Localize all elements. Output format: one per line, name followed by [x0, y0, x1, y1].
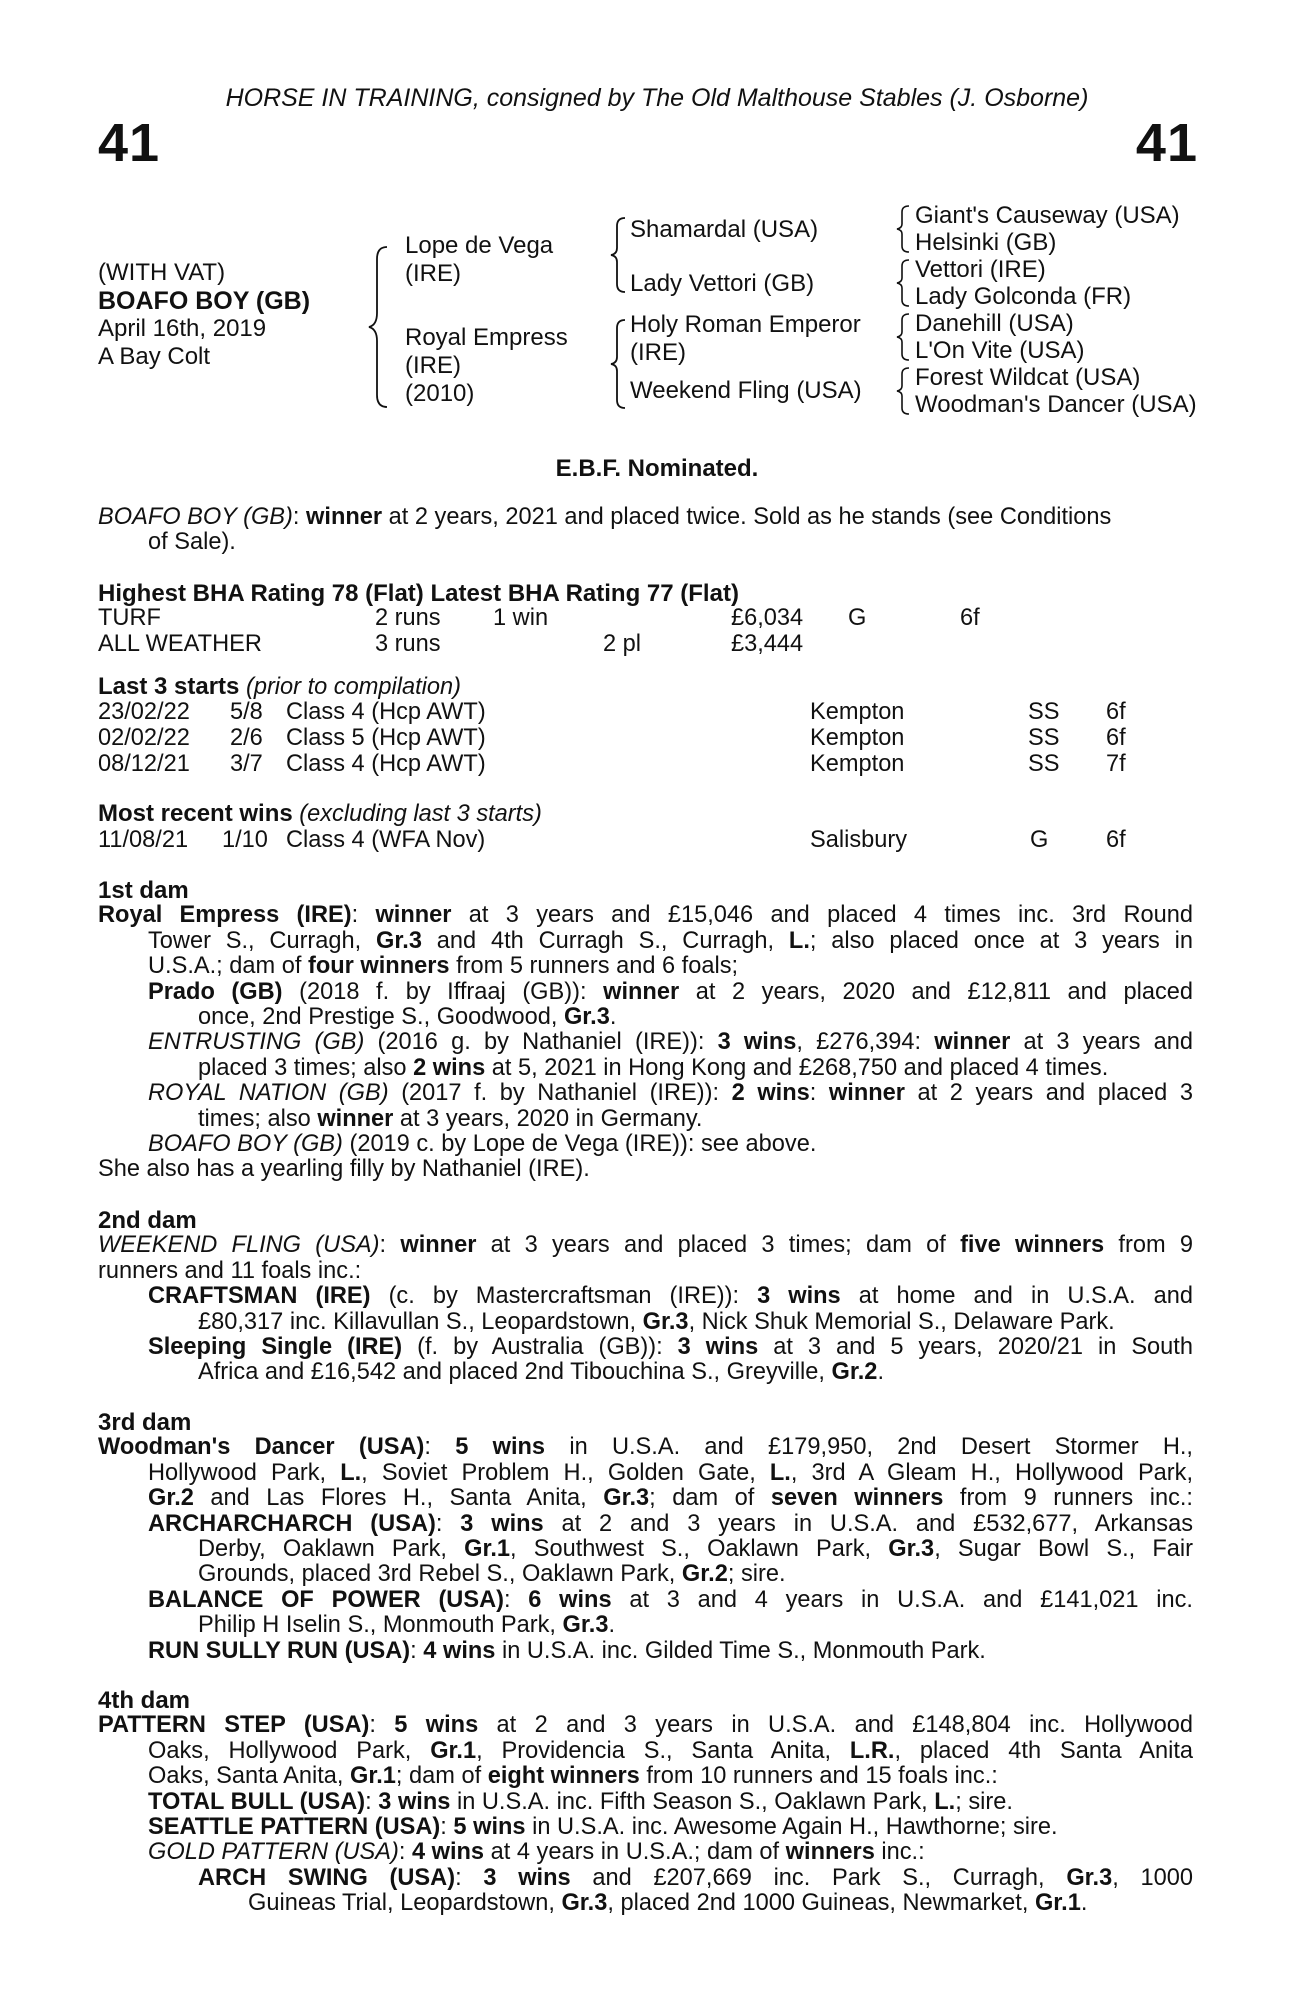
text: , Providencia S., Santa Anita, — [476, 1737, 850, 1764]
text: Philip H Iselin S., Monmouth Park, — [198, 1612, 563, 1639]
turf-runs: 2 runs — [375, 605, 441, 631]
text: , placed 4th Santa Anita — [894, 1737, 1193, 1764]
table-cell: 2/6 — [230, 725, 263, 751]
pedigree-sire-dam: Lady Vettori (GB) — [630, 270, 815, 297]
progeny-name: BOAFO BOY (GB) — [148, 1131, 343, 1158]
text: seven winners — [770, 1485, 944, 1512]
dam1-name: Royal Empress (IRE) — [98, 902, 352, 929]
text: four winners — [307, 953, 450, 980]
text: from 5 runners and 6 foals; — [449, 953, 739, 980]
recent-wins-title: Most recent wins — [98, 800, 293, 827]
text: Africa and £16,542 and placed 2nd Tibouchina S., Greyville, — [198, 1359, 832, 1386]
pedigree-sds: Vettori (IRE) — [915, 256, 1046, 283]
last-starts-title: Last 3 starts — [98, 673, 240, 700]
ebf-nominated: E.B.F. Nominated. — [555, 455, 759, 482]
pedigree-brace-sire — [607, 216, 631, 294]
page-header-title: HORSE IN TRAINING, consigned by The Old Malthouse Stables (J. Osborne) — [225, 84, 1089, 112]
text: and Las Flores H., Santa Anita, — [193, 1485, 604, 1512]
text: at 2 years, 2020 and £12,811 and placed — [679, 978, 1194, 1005]
pedigree-brace-ss — [893, 204, 915, 254]
text: placed 3 times; also — [198, 1054, 414, 1081]
text: Tower S., Curragh, — [148, 927, 377, 954]
dam-country: (IRE) — [405, 352, 461, 379]
text: 2 wins — [413, 1054, 486, 1081]
pedigree-dam-dam: Weekend Fling (USA) — [630, 377, 862, 404]
text: U.S.A.; dam of — [148, 953, 308, 980]
progeny-name: SEATTLE PATTERN (USA) — [148, 1814, 441, 1841]
text: Gr.2 — [148, 1485, 194, 1512]
text: , Sugar Bowl S., Fair — [934, 1536, 1193, 1563]
progeny-name: ROYAL NATION (GB) — [148, 1080, 389, 1107]
aw-prize: £3,444 — [731, 631, 804, 657]
pedigree-sss: Giant's Causeway (USA) — [915, 202, 1180, 229]
text: , placed 2nd 1000 Guineas, Newmarket, — [607, 1890, 1035, 1917]
table-cell: Kempton — [810, 725, 905, 751]
text: L.R. — [849, 1737, 895, 1764]
text: Gr.3 — [561, 1890, 608, 1917]
text: Gr.2 — [681, 1561, 728, 1588]
text: , Soviet Problem H., Golden Gate, — [361, 1459, 770, 1486]
text: in U.S.A. and £179,950, 2nd Desert Stormer H., — [545, 1434, 1193, 1461]
summary-horse-name: BOAFO BOY (GB) — [98, 504, 293, 530]
text: £80,317 inc. Killavullan S., Leopardstown, — [198, 1308, 643, 1335]
pedigree-ddd: Woodman's Dancer (USA) — [915, 391, 1197, 418]
table-cell: 5/8 — [230, 699, 263, 725]
text: L. — [769, 1459, 791, 1486]
text: . — [609, 1004, 617, 1031]
text: 3 wins — [460, 1510, 544, 1537]
pedigree-dss: Danehill (USA) — [915, 310, 1074, 337]
pedigree-sdd: Lady Golconda (FR) — [915, 283, 1132, 310]
text: at 2 and 3 years in U.S.A. and £532,677, Arkansas — [543, 1510, 1193, 1537]
pedigree-dam — [405, 324, 568, 408]
text: Hollywood Park, — [148, 1459, 341, 1486]
table-cell: SS — [1028, 699, 1060, 725]
text: once, 2nd Prestige S., Goodwood, — [198, 1004, 564, 1031]
progeny-name: ARCHARCHARCH (USA) — [148, 1510, 436, 1537]
text: in U.S.A. inc. Awesome Again H., Hawthorne; sire. — [525, 1814, 1058, 1841]
dam2-name: WEEKEND FLING (USA) — [98, 1232, 380, 1259]
text: ; also placed once at 3 years in — [809, 927, 1193, 954]
text: L. — [340, 1459, 362, 1486]
recent-wins-table — [98, 828, 1198, 854]
table-cell: G — [1030, 827, 1049, 853]
first-dam-section — [98, 878, 1193, 1183]
text: 4 wins — [423, 1637, 496, 1664]
text: Oaks, Hollywood Park, — [148, 1737, 431, 1764]
summary-text-1: at 2 years, 2021 and placed twice. Sold as he stands (see Conditions — [382, 504, 1112, 530]
table-cell: 3/7 — [230, 751, 263, 777]
turf-prize: £6,034 — [731, 605, 804, 631]
text: (2019 c. by Lope de Vega (IRE)): see above. — [342, 1131, 817, 1158]
progeny-name: CRAFTSMAN (IRE) — [148, 1283, 371, 1310]
text: 5 wins — [453, 1814, 526, 1841]
text: winner — [828, 1080, 905, 1107]
text: Gr.3 — [376, 927, 422, 954]
lot-number-left: 41 — [98, 113, 161, 173]
table-cell: SS — [1028, 751, 1060, 777]
text: from 9 runners inc.: — [943, 1485, 1193, 1512]
table-cell: 23/02/22 — [98, 699, 190, 725]
text: at 3 and 4 years in U.S.A. and £141,021 inc. — [611, 1586, 1193, 1613]
text: at 2 and 3 years in U.S.A. and £148,804 inc. Hollywood — [478, 1712, 1193, 1739]
text: She also has a yearling filly by Nathaniel (IRE). — [98, 1156, 590, 1183]
lot-number-right: 41 — [1135, 113, 1198, 173]
table-cell: 7f — [1106, 751, 1126, 777]
text: Gr.3 — [563, 1004, 610, 1031]
text: . — [1080, 1890, 1088, 1917]
horse-identity — [98, 259, 310, 371]
text: at 3 years and — [1010, 1029, 1193, 1056]
text: , 3rd A Gleam H., Hollywood Park, — [790, 1459, 1194, 1486]
text: in U.S.A. inc. Fifth Season S., Oaklawn Park, — [450, 1788, 935, 1815]
text: L. — [788, 927, 810, 954]
second-dam-heading: 2nd dam — [98, 1207, 197, 1234]
text: (f. by Australia (GB)): — [402, 1334, 678, 1361]
text: at 3 years and £15,046 and placed 4 times inc. 3rd Round — [451, 902, 1193, 929]
turf-distance: 6f — [960, 605, 980, 631]
aw-placed: 2 pl — [603, 631, 642, 657]
sire-name: Lope de Vega — [405, 232, 554, 259]
text: Gr.2 — [831, 1359, 878, 1386]
text: winner — [603, 978, 680, 1005]
text: 3 wins — [717, 1029, 797, 1056]
progeny-name: TOTAL BULL (USA) — [148, 1788, 366, 1815]
pedigree-brace-dam — [607, 318, 631, 410]
text: : — [410, 1637, 424, 1664]
third-dam-section — [98, 1410, 1193, 1664]
pedigree-dsd: L'On Vite (USA) — [915, 337, 1085, 364]
table-cell: Class 4 (WFA Nov) — [286, 827, 486, 853]
table-cell: 6f — [1106, 699, 1126, 725]
text: , Southwest S., Oaklawn Park, — [510, 1536, 889, 1563]
progeny-name: RUN SULLY RUN (USA) — [148, 1637, 411, 1664]
ratings-heading: Highest BHA Rating 78 (Flat) Latest BHA Rating 77 (Flat) — [98, 580, 739, 607]
last-starts-heading — [98, 673, 461, 701]
table-cell: Kempton — [810, 699, 905, 725]
text: at 4 years in U.S.A.; dam of — [484, 1839, 786, 1866]
text: : — [365, 1788, 379, 1815]
text: ; dam of — [649, 1485, 771, 1512]
text: , £276,394: — [796, 1029, 935, 1056]
aw-runs: 3 runs — [375, 631, 441, 657]
text: . — [608, 1612, 616, 1639]
pedigree-dds: Forest Wildcat (USA) — [915, 364, 1141, 391]
text: times; also — [198, 1105, 318, 1132]
text: Gr.1 — [464, 1536, 511, 1563]
pedigree-sire-sire: Shamardal (USA) — [630, 216, 819, 243]
text: Gr.3 — [562, 1612, 609, 1639]
table-cell: Class 4 (Hcp AWT) — [286, 699, 486, 725]
recent-wins-note: (excluding last 3 starts) — [292, 801, 542, 827]
table-cell: SS — [1028, 725, 1060, 751]
text: 5 wins — [394, 1712, 479, 1739]
text: 3 wins — [483, 1864, 571, 1891]
first-dam-heading: 1st dam — [98, 877, 189, 904]
pedigree-brace-ds — [893, 312, 915, 362]
text: Gr.1 — [1034, 1890, 1081, 1917]
table-cell: Class 5 (Hcp AWT) — [286, 725, 486, 751]
fourth-dam-heading: 4th dam — [98, 1687, 191, 1714]
pedigree-brace-dd — [893, 366, 915, 416]
text: : — [440, 1814, 454, 1841]
turf-going: G — [848, 605, 867, 631]
text: Grounds, placed 3rd Rebel S., Oaklawn Park, — [198, 1561, 682, 1588]
text: winners — [785, 1839, 875, 1866]
text: : — [351, 902, 376, 929]
summary-paragraph — [98, 505, 1193, 556]
text: 3 wins — [757, 1283, 841, 1310]
dam4-name: PATTERN STEP (USA) — [98, 1712, 370, 1739]
text: : — [398, 1839, 412, 1866]
text: 6 wins — [528, 1586, 612, 1613]
text: ; sire. — [955, 1788, 1013, 1815]
vat-note: (WITH VAT) — [98, 259, 226, 286]
text: ; dam of — [395, 1763, 488, 1790]
summary-sep: : — [292, 504, 307, 530]
text: (2017 f. by Nathaniel (IRE)): — [388, 1080, 732, 1107]
text: : — [503, 1586, 529, 1613]
progeny-name: GOLD PATTERN (USA) — [148, 1839, 399, 1866]
ratings-table — [98, 606, 1198, 658]
pedigree-generation-3 — [915, 202, 1197, 418]
text: 4 wins — [411, 1839, 485, 1866]
progeny-name: Sleeping Single (IRE) — [148, 1334, 403, 1361]
recent-wins-heading — [98, 800, 542, 828]
text: in U.S.A. inc. Gilded Time S., Monmouth Park. — [495, 1637, 986, 1664]
summary-winner: winner — [306, 504, 383, 530]
text: at 2 years and placed 3 — [904, 1080, 1193, 1107]
text: , Nick Shuk Memorial S., Delaware Park. — [688, 1308, 1115, 1335]
turf-wins: 1 win — [493, 605, 549, 631]
dam-year: (2010) — [405, 380, 475, 407]
text: and £207,669 inc. Park S., Curragh, — [570, 1864, 1067, 1891]
summary-text-2: of Sale). — [148, 529, 236, 556]
text: Gr.1 — [349, 1763, 396, 1790]
text: : — [424, 1434, 456, 1461]
text: Gr.3 — [1066, 1864, 1113, 1891]
dam3-name: Woodman's Dancer (USA) — [98, 1434, 425, 1461]
progeny-name: Prado (GB) — [148, 978, 283, 1005]
text: from 9 — [1104, 1232, 1193, 1259]
text: : — [455, 1864, 484, 1891]
text: 2 wins — [731, 1080, 810, 1107]
text: inc.: — [874, 1839, 925, 1866]
text: winner — [400, 1232, 477, 1259]
text: Derby, Oaklawn Park, — [198, 1536, 465, 1563]
text: 5 wins — [455, 1434, 546, 1461]
text: at home and in U.S.A. and — [840, 1283, 1193, 1310]
text: at 3 and 5 years, 2020/21 in South — [758, 1334, 1193, 1361]
pedigree-ssd: Helsinki (GB) — [915, 229, 1057, 256]
aw-surface: ALL WEATHER — [98, 631, 262, 657]
text: , 1000 — [1112, 1864, 1193, 1891]
sire-country: (IRE) — [405, 260, 461, 287]
text: at 5, 2021 in Hong Kong and £268,750 and placed 4 times. — [485, 1054, 1109, 1081]
text: ; sire. — [727, 1561, 786, 1588]
table-cell: Class 4 (Hcp AWT) — [286, 751, 486, 777]
text: from 10 runners and 15 foals inc.: — [639, 1763, 998, 1790]
table-cell: 02/02/22 — [98, 725, 190, 751]
text: winner — [934, 1029, 1011, 1056]
text: : — [379, 1232, 401, 1259]
fourth-dam-section — [98, 1688, 1193, 1917]
text: Guineas Trial, Leopardstown, — [248, 1890, 562, 1917]
foaling-date: April 16th, 2019 — [98, 315, 267, 342]
table-cell: Salisbury — [810, 827, 908, 853]
text: : — [435, 1510, 461, 1537]
text: and 4th Curragh S., Curragh, — [421, 927, 789, 954]
last-starts-table — [98, 700, 1198, 778]
table-cell: 08/12/21 — [98, 751, 190, 777]
text: 3 wins — [378, 1788, 451, 1815]
pedigree-brace-sd — [893, 258, 915, 308]
text: winner — [375, 902, 452, 929]
text: at 3 years and placed 3 times; dam of — [476, 1232, 961, 1259]
text: Gr.3 — [888, 1536, 935, 1563]
pedigree-sire — [405, 232, 553, 288]
text: (c. by Mastercraftsman (IRE)): — [370, 1283, 758, 1310]
horse-description: A Bay Colt — [98, 343, 211, 370]
third-dam-heading: 3rd dam — [98, 1409, 192, 1436]
text: 3 wins — [677, 1334, 759, 1361]
progeny-name: ARCH SWING (USA) — [198, 1864, 456, 1891]
table-cell: 1/10 — [222, 827, 268, 853]
text: runners and 11 foals inc.: — [98, 1257, 362, 1284]
dam-sire-name: Holy Roman Emperor — [630, 311, 861, 338]
last-starts-note: (prior to compilation) — [239, 674, 462, 700]
text: (2016 g. by Nathaniel (IRE)): — [364, 1029, 718, 1056]
text: Gr.3 — [603, 1485, 650, 1512]
progeny-name: ENTRUSTING (GB) — [148, 1029, 365, 1056]
horse-name: BOAFO BOY (GB) — [98, 287, 311, 315]
text: . — [877, 1359, 884, 1386]
second-dam-section — [98, 1208, 1193, 1386]
text: Gr.1 — [430, 1737, 477, 1764]
text: L. — [934, 1788, 956, 1815]
dam-name: Royal Empress — [405, 324, 568, 351]
progeny-name: BALANCE OF POWER (USA) — [148, 1586, 504, 1613]
text: (2018 f. by Iffraaj (GB)): — [282, 978, 604, 1005]
text: Gr.3 — [642, 1308, 689, 1335]
text: at 3 years, 2020 in Germany. — [393, 1105, 703, 1132]
text: eight winners — [487, 1763, 640, 1790]
text: winner — [317, 1105, 394, 1132]
text: five winners — [960, 1232, 1105, 1259]
pedigree-brace-main — [365, 245, 395, 410]
dam-sire-country: (IRE) — [630, 339, 686, 366]
text: : — [369, 1712, 395, 1739]
table-cell: 6f — [1106, 725, 1126, 751]
turf-surface: TURF — [98, 605, 161, 631]
text: Oaks, Santa Anita, — [148, 1763, 350, 1790]
table-cell: Kempton — [810, 751, 905, 777]
table-cell: 11/08/21 — [98, 827, 189, 853]
text: : — [809, 1080, 829, 1107]
table-cell: 6f — [1106, 827, 1126, 853]
pedigree-dam-sire — [630, 311, 861, 367]
